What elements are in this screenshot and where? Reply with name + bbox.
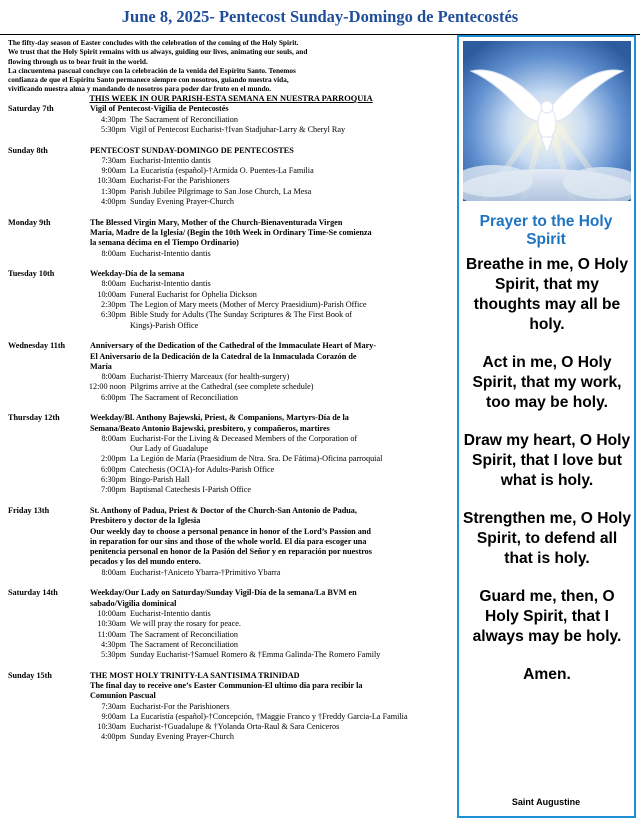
event-row xyxy=(8,156,454,166)
event-description: Sunday Evening Prayer-Church xyxy=(130,732,234,742)
day-title: St. Anthony of Padua, Priest & Doctor of the Church-San Antonio de Padua, xyxy=(90,505,357,515)
day-block xyxy=(8,413,454,495)
day-title: Weekday-Día de la semana xyxy=(90,269,185,279)
day-title: la semana décima en el Tiempo Ordinario) xyxy=(90,238,239,248)
event-row xyxy=(8,197,454,207)
prayer-amen: Amen. xyxy=(523,666,571,683)
day-block xyxy=(8,506,454,578)
day-label: Saturday 7th xyxy=(8,104,54,114)
event-description: La Eucaristía (español)-†Armida O. Puentes-La Familia xyxy=(130,166,314,176)
day-title: María, Madre de la Iglesia/ (Begin the 10th Week in Ordinary Time-Se comienza xyxy=(90,227,372,237)
day-label: Monday 9th xyxy=(8,217,51,227)
event-row xyxy=(8,187,454,197)
page-title: June 8, 2025- Pentecost Sunday-Domingo de Pentecostés xyxy=(121,7,519,26)
event-description: Vigil of Pentecost Eucharist-†Ivan Stadjuhar-Larry & Cheryl Ray xyxy=(130,124,346,134)
prayer-attribution: Saint Augustine xyxy=(511,797,581,807)
event-time: 4:30pm xyxy=(100,114,126,124)
event-time: 10:30am xyxy=(97,722,126,732)
day-block xyxy=(8,341,454,403)
event-description: Eucharist-Intentio dantis xyxy=(130,608,211,618)
event-time xyxy=(8,444,130,454)
event-time: 7:30am xyxy=(101,701,126,711)
event-row xyxy=(8,568,454,578)
day-label: Sunday 15th xyxy=(8,670,52,680)
event-row xyxy=(8,722,454,732)
event-row xyxy=(8,125,454,135)
day-title: PENTECOST SUNDAY-DOMINGO DE PENTECOSTES xyxy=(90,145,294,155)
day-title: El Aniversario de la Dedicación de la Catedral de la Inmaculada Corazón de xyxy=(90,351,357,361)
event-time: 7:00pm xyxy=(100,485,126,495)
day-title: penitencia personal en honor de la Pasión del Señor y en reparación por nuestros xyxy=(90,547,372,557)
event-description: Bingo-Parish Hall xyxy=(130,475,190,485)
event-time: 6:30pm xyxy=(100,310,126,320)
event-description: Eucharist-†Guadalupe & †Yolanda Orta-Raul & Sara Ceniceros xyxy=(130,722,340,732)
event-time: 4:00pm xyxy=(100,197,126,207)
event-time: 11:00am xyxy=(97,629,126,639)
event-row xyxy=(8,650,454,660)
event-description: La Eucaristía (español)-†Concepción, †Maggie Franco y †Freddy Garcia-La Familia xyxy=(130,711,408,721)
event-row xyxy=(8,166,454,176)
event-row xyxy=(8,321,454,331)
day-label: Friday 13th xyxy=(8,505,50,515)
day-title: Semana/Beato Antonio Bajewski, presbitero, y compañeros, martires xyxy=(90,423,330,433)
day-title: María xyxy=(90,361,112,371)
event-time: 10:00am xyxy=(97,289,126,299)
event-row xyxy=(8,702,454,712)
event-description: Funeral Eucharist for Ophelia Dickson xyxy=(130,289,257,299)
day-label: Sunday 8th xyxy=(8,145,48,155)
day-title: Comunion Pascual xyxy=(90,691,156,701)
prayer-stanza: Act in me, O Holy Spirit, that my work, too may be holy. xyxy=(472,354,622,411)
day-label: Wednesday 11th xyxy=(8,341,66,351)
day-content xyxy=(90,506,454,568)
event-description: Eucharist-Thierry Marceaux (for health-surgery) xyxy=(130,372,290,382)
day-title: Weekday/Our Lady on Saturday/Sunday Vigil-Día de la semana/La BVM en xyxy=(90,588,357,598)
event-row xyxy=(8,475,454,485)
prayer-box xyxy=(457,35,636,818)
event-time: 4:00pm xyxy=(100,732,126,742)
event-row xyxy=(8,630,454,640)
event-time: 8:00am xyxy=(101,567,126,577)
event-description: Eucharist-Intentio dantis xyxy=(130,248,211,258)
day-title: pecados y los del mundo entero. xyxy=(90,557,201,567)
event-description: The Legion of Mary meets (Mother of Mercy Praesidium)-Parish Office xyxy=(130,300,367,310)
dove-image xyxy=(463,41,631,201)
intro-line: flowing through us to bear fruit in the world. xyxy=(8,56,148,66)
event-row xyxy=(8,454,454,464)
prayer-stanza: Guard me, then, O Holy Spirit, that I always may be holy. xyxy=(472,588,622,645)
event-description: Kings)-Parish Office xyxy=(130,320,199,330)
event-row xyxy=(8,609,454,619)
prayer-stanza: Draw my heart, O Holy Spirit, that I love but what is holy. xyxy=(463,432,631,489)
day-title: The final day to receive one’s Easter Communion-El ultimo dia para recibir la xyxy=(90,681,363,690)
event-description: Sunday Evening Prayer-Church xyxy=(130,197,234,207)
event-description: Eucharist-Intentio dantis xyxy=(130,279,211,289)
day-title: Anniversary of the Dedication of the Cathedral of the Immaculate Heart of Mary- xyxy=(90,341,377,351)
day-block xyxy=(8,146,454,208)
event-time: 6:30pm xyxy=(100,475,126,485)
prayer-stanza: Strengthen me, O Holy Spirit, to defend all that is holy. xyxy=(462,510,632,567)
event-time: 8:00am xyxy=(101,372,126,382)
event-row xyxy=(8,393,454,403)
day-title: Vigil of Pentecost-Vigilia de Pentecostés xyxy=(90,104,229,114)
intro-line: We trust that the Holy Spirit remains with us always, guiding our lives, animating our souls, and xyxy=(8,47,308,57)
day-content xyxy=(90,341,454,372)
event-description: The Sacrament of Reconciliation xyxy=(130,629,238,639)
event-row xyxy=(8,465,454,475)
event-row xyxy=(8,619,454,629)
event-time: 12:00 noon xyxy=(88,382,126,392)
day-content xyxy=(90,104,454,114)
event-description: The Sacrament of Reconciliation xyxy=(130,114,238,124)
day-block xyxy=(8,588,454,660)
event-row xyxy=(8,434,454,444)
event-time: 8:00am xyxy=(101,248,126,258)
event-row xyxy=(8,310,454,320)
event-row xyxy=(8,712,454,722)
intro-line: vivificando nuestra alma y mandando de nosotros para poder dar fruto en el mundo. xyxy=(8,84,272,94)
event-row xyxy=(8,300,454,310)
event-row xyxy=(8,115,454,125)
event-description: Eucharist-For the Living & Deceased Members of the Corporation of xyxy=(130,433,358,443)
day-block xyxy=(8,218,454,259)
event-row xyxy=(8,372,454,382)
day-block xyxy=(8,671,454,743)
prayer-title: Prayer to the Holy Spirit xyxy=(479,213,613,248)
event-row xyxy=(8,485,454,495)
day-title: sabado/Vigilia dominical xyxy=(90,598,177,608)
event-row xyxy=(8,290,454,300)
event-time: 10:00am xyxy=(97,608,126,618)
day-content xyxy=(90,671,454,702)
event-time: 9:00am xyxy=(101,711,126,721)
event-description: Baptismal Catechesis I-Parish Office xyxy=(130,485,252,495)
event-time: 2:30pm xyxy=(100,300,126,310)
day-content xyxy=(90,413,454,434)
prayer-stanza: Breathe in me, O Holy Spirit, that my thoughts may all be holy. xyxy=(465,256,629,333)
event-time xyxy=(8,321,130,331)
event-row xyxy=(8,732,454,742)
week-heading: THIS WEEK IN OUR PARISH-ESTA SEMANA EN NUESTRA PARROQUIA xyxy=(89,93,373,103)
event-row xyxy=(8,444,454,454)
event-time: 6:00pm xyxy=(100,464,126,474)
event-time: 6:00pm xyxy=(100,392,126,402)
event-row xyxy=(8,249,454,259)
event-time: 10:30am xyxy=(97,176,126,186)
event-description: Eucharist-For the Parishioners xyxy=(130,176,230,186)
event-time: 5:30pm xyxy=(100,650,126,660)
event-time: 7:30am xyxy=(101,155,126,165)
event-time: 5:30pm xyxy=(100,124,126,134)
event-time: 8:00am xyxy=(101,279,126,289)
event-description: Eucharist-Intentio dantis xyxy=(130,155,211,165)
intro-line: confianza de que el Espíritu Santo permanece siempre con nosotros, guiando nuestra vida, xyxy=(8,75,289,85)
event-time: 8:00am xyxy=(101,433,126,443)
event-time: 10:30am xyxy=(97,619,126,629)
event-description: Eucharist-†Aniceto Ybarra-†Primitivo Ybarra xyxy=(130,567,281,577)
event-description: La Legión de María (Praesidium de Ntra. Sra. De Fátima)-Oficina parroquial xyxy=(130,454,383,464)
day-title: The Blessed Virgin Mary, Mother of the Church-Bienaventurada Virgen xyxy=(90,217,343,227)
event-time: 2:00pm xyxy=(100,454,126,464)
day-title: in reparation for our sins and those of the whole world. El día para escoger una xyxy=(90,536,367,546)
day-title: Presbitero y doctor de la Iglesia xyxy=(90,516,201,526)
day-title: Our weekly day to choose a personal penance in honor of the Lord’s Passion and xyxy=(90,526,371,536)
day-title: THE MOST HOLY TRINITY-LA SANTISIMA TRINIDAD xyxy=(90,670,300,680)
day-block xyxy=(8,269,454,331)
event-time: 1:30pm xyxy=(100,186,126,196)
event-time: 9:00am xyxy=(101,166,126,176)
event-row xyxy=(8,640,454,650)
day-title: Weekday/Bl. Anthony Bajewski, Priest, & Companions, Martyrs-Día de la xyxy=(90,413,349,423)
day-list xyxy=(8,104,454,742)
event-description: The Sacrament of Reconciliation xyxy=(130,392,238,402)
event-description: We will pray the rosary for peace. xyxy=(130,619,241,629)
event-description: Pilgrims arrive at the Cathedral (see complete schedule) xyxy=(130,382,314,392)
event-description: Parish Jubilee Pilgrimage to San Jose Church, La Mesa xyxy=(130,186,312,196)
day-block xyxy=(8,104,454,135)
event-row xyxy=(8,382,454,392)
day-content xyxy=(90,146,454,156)
day-content xyxy=(90,588,454,609)
header xyxy=(0,0,640,35)
prayer-text xyxy=(461,255,633,685)
schedule-column xyxy=(8,38,454,822)
day-content xyxy=(90,269,454,279)
event-description: Our Lady of Guadalupe xyxy=(130,444,208,454)
event-time: 4:30pm xyxy=(100,639,126,649)
intro-text xyxy=(8,38,454,94)
event-row xyxy=(8,279,454,289)
day-label: Saturday 14th xyxy=(8,588,58,598)
event-row xyxy=(8,176,454,186)
day-label: Tuesday 10th xyxy=(8,269,55,279)
event-description: Bible Study for Adults (The Sunday Scriptures & The First Book of xyxy=(130,310,353,320)
event-description: The Sacrament of Reconciliation xyxy=(130,639,238,649)
day-content xyxy=(90,218,454,249)
event-description: Eucharist-For the Parishioners xyxy=(130,701,230,711)
event-description: Sunday Eucharist-†Samuel Romero & †Emma Galinda-The Romero Family xyxy=(130,650,381,660)
event-description: Catechesis (OCIA)-for Adults-Parish Office xyxy=(130,464,275,474)
day-label: Thursday 12th xyxy=(8,413,60,423)
intro-line: La cincuentena pascual concluye con la celebración de la venida del Espíritu Santo. Tenemos xyxy=(8,65,296,75)
intro-line: The fifty-day season of Easter concludes with the celebration of the coming of the Holy Spirit. xyxy=(8,38,299,47)
